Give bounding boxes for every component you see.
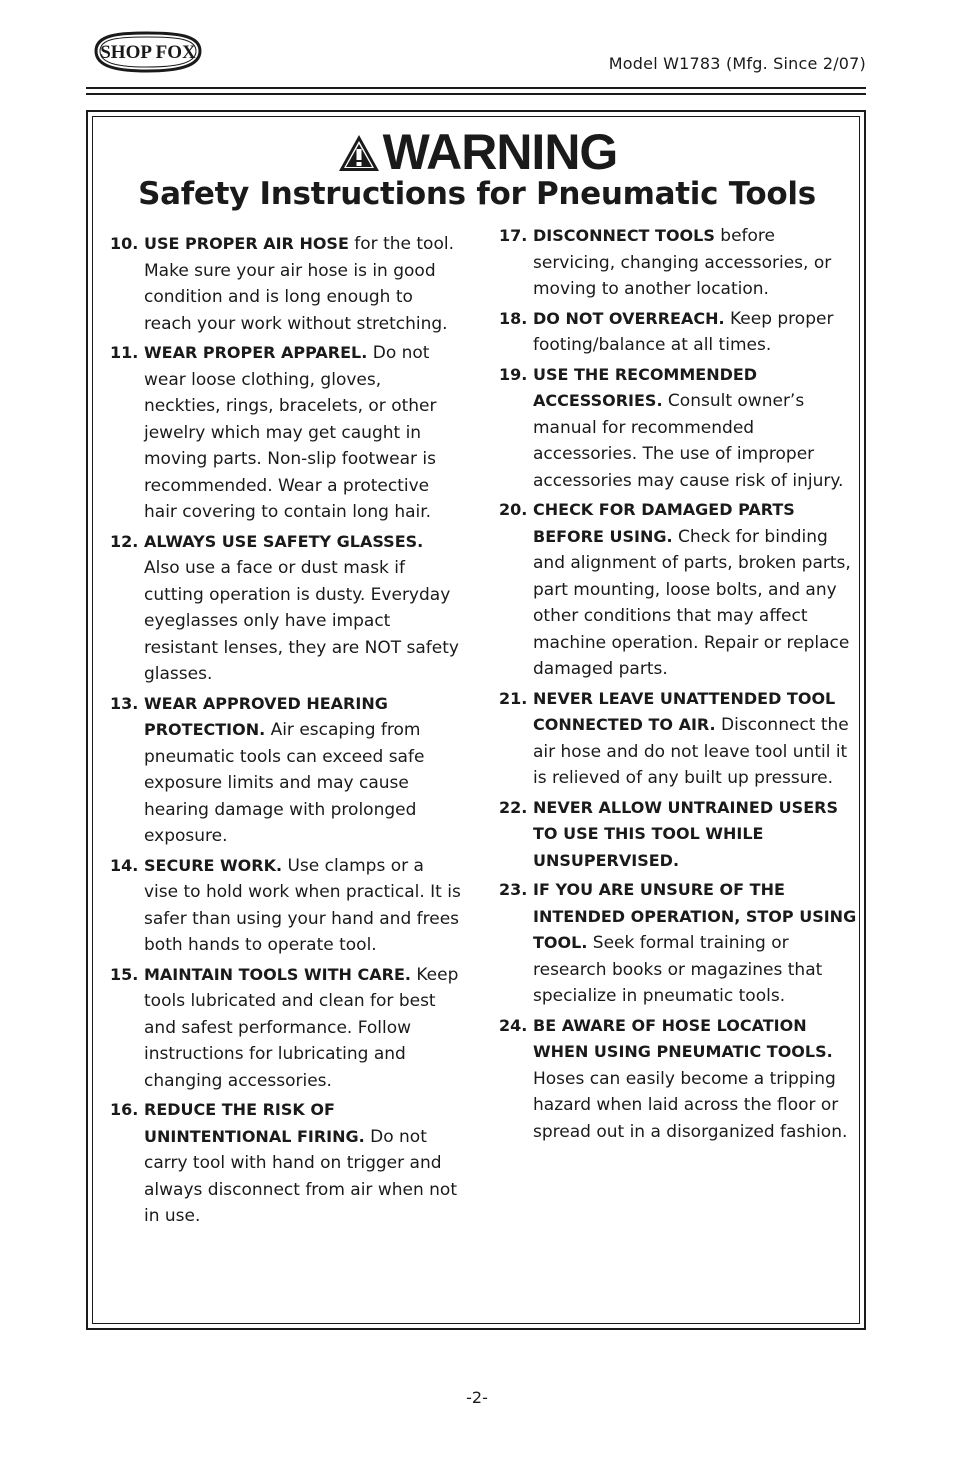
instruction-text: Keep proper footing/balance at all times.	[533, 308, 834, 355]
instruction-item	[499, 795, 857, 875]
instruction-item	[499, 497, 857, 683]
instruction-item	[499, 223, 857, 303]
instructions-right-column	[499, 223, 857, 1148]
page-subtitle: Safety Instructions for Pneumatic Tools	[138, 176, 816, 212]
instruction-item	[110, 1097, 462, 1230]
instruction-item	[110, 853, 462, 959]
instruction-lead: REDUCE THE RISK OF UNINTENTIONAL FIRING.	[144, 1100, 365, 1146]
instruction-text: for the tool. Make sure your air hose is in good condition and is long enough to reach your work without stretching.	[144, 234, 454, 334]
instruction-number: 13.	[110, 693, 139, 713]
instruction-text: before servicing, changing accessories, or moving to another location.	[533, 226, 832, 299]
header-rule-thin	[86, 93, 866, 95]
instruction-text: Disconnect the air hose and do not leave tool until it is relieved of any built up pressure.	[533, 715, 849, 788]
instruction-number: 22.	[499, 797, 528, 817]
instruction-text: Also use a face or dust mask if cutting operation is dusty. Everyday eyeglasses only have impact resistant lenses, they are NOT safety glasses.	[144, 558, 459, 684]
instruction-item	[110, 231, 462, 337]
instruction-number: 24.	[499, 1015, 528, 1035]
instruction-item	[499, 686, 857, 792]
instruction-lead: NEVER ALLOW UNTRAINED USERS TO USE THIS TOOL WHILE UNSUPERVISED.	[533, 797, 838, 870]
warning-text: WARNING	[382, 124, 618, 180]
instructions-left-column	[110, 231, 462, 1233]
instruction-item	[110, 691, 462, 850]
instruction-text: Air escaping from pneumatic tools can exceed safe exposure limits and may cause hearing damage with prolonged exposure.	[144, 720, 425, 846]
instruction-lead: IF YOU ARE UNSURE OF THE INTENDED OPERATION, STOP USING TOOL.	[533, 880, 857, 952]
instruction-lead: WEAR APPROVED HEARING PROTECTION.	[144, 693, 388, 739]
instruction-number: 20.	[499, 500, 528, 519]
shop-fox-logo	[88, 27, 206, 75]
instruction-number: 19.	[499, 364, 528, 384]
instruction-number: 14.	[110, 855, 139, 875]
instruction-text: Consult owner’s manual for recommended accessories. The use of improper accessories may cause risk of injury.	[533, 391, 844, 491]
model-label: Model W1783 (Mfg. Since 2/07)	[608, 54, 866, 73]
instruction-text: Do not wear loose clothing, gloves, neckties, rings, bracelets, or other jewelry which may get caught in moving parts. Non-slip footwear is recommended. Wear a protective hair covering to contain long hair.	[144, 343, 437, 522]
instruction-item	[499, 877, 857, 1010]
instruction-lead: USE THE RECOMMENDED ACCESSORIES.	[533, 364, 758, 410]
instruction-number: 16.	[110, 1100, 139, 1119]
instruction-number: 17.	[499, 226, 528, 245]
instruction-number: 10.	[110, 234, 139, 253]
instruction-text: Seek formal training or research books or magazines that specialize in pneumatic tools.	[533, 933, 823, 1006]
instruction-lead: MAINTAIN TOOLS WITH CARE.	[144, 964, 411, 984]
instruction-number: 18.	[499, 308, 528, 328]
instruction-text: Keep tools lubricated and clean for best and safest performance. Follow instructions for lubricating and changing accessories.	[144, 964, 459, 1091]
instruction-item	[499, 362, 857, 495]
instruction-text: Do not carry tool with hand on trigger and always disconnect from air when not in use.	[144, 1126, 457, 1226]
instruction-number: 21.	[499, 688, 528, 708]
instruction-number: 12.	[110, 531, 139, 551]
instruction-lead: SECURE WORK.	[144, 855, 283, 875]
instruction-lead: DISCONNECT TOOLS	[533, 226, 715, 245]
instruction-lead: NEVER LEAVE UNATTENDED TOOL CONNECTED TO AIR.	[533, 688, 836, 734]
warning-heading	[0, 122, 954, 182]
instruction-lead: USE PROPER AIR HOSE	[144, 234, 349, 253]
instruction-number: 11.	[110, 343, 139, 362]
instruction-lead: DO NOT OVERREACH.	[533, 308, 725, 328]
instruction-item	[110, 529, 462, 688]
instruction-number: 23.	[499, 880, 528, 899]
warning-triangle-icon	[337, 133, 381, 173]
instruction-lead: WEAR PROPER APPAREL.	[144, 343, 368, 362]
instruction-text: Use clamps or a vise to hold work when practical. It is safer than using your hand and frees both hands to operate tool.	[144, 855, 461, 955]
instruction-item	[110, 340, 462, 526]
instruction-lead: CHECK FOR DAMAGED PARTS BEFORE USING.	[533, 500, 795, 546]
instruction-text: Check for binding and alignment of parts, broken parts, part mounting, loose bolts, and any other conditions that may affect machine operation. Repair or replace damaged parts.	[533, 526, 851, 679]
instruction-lead: BE AWARE OF HOSE LOCATION WHEN USING PNEUMATIC TOOLS.	[533, 1015, 833, 1061]
page-number: -2-	[466, 1388, 488, 1407]
logo-text: SHOP FOX	[100, 42, 196, 63]
instruction-text: Hoses can easily become a tripping hazard when laid across the floor or spread out in a disorganized fashion.	[533, 1068, 848, 1142]
instruction-item	[110, 962, 462, 1095]
header-rule	[86, 87, 866, 89]
instruction-lead: ALWAYS USE SAFETY GLASSES.	[144, 531, 424, 551]
instruction-item	[499, 306, 857, 359]
instruction-item	[499, 1013, 857, 1146]
instruction-number: 15.	[110, 964, 139, 984]
